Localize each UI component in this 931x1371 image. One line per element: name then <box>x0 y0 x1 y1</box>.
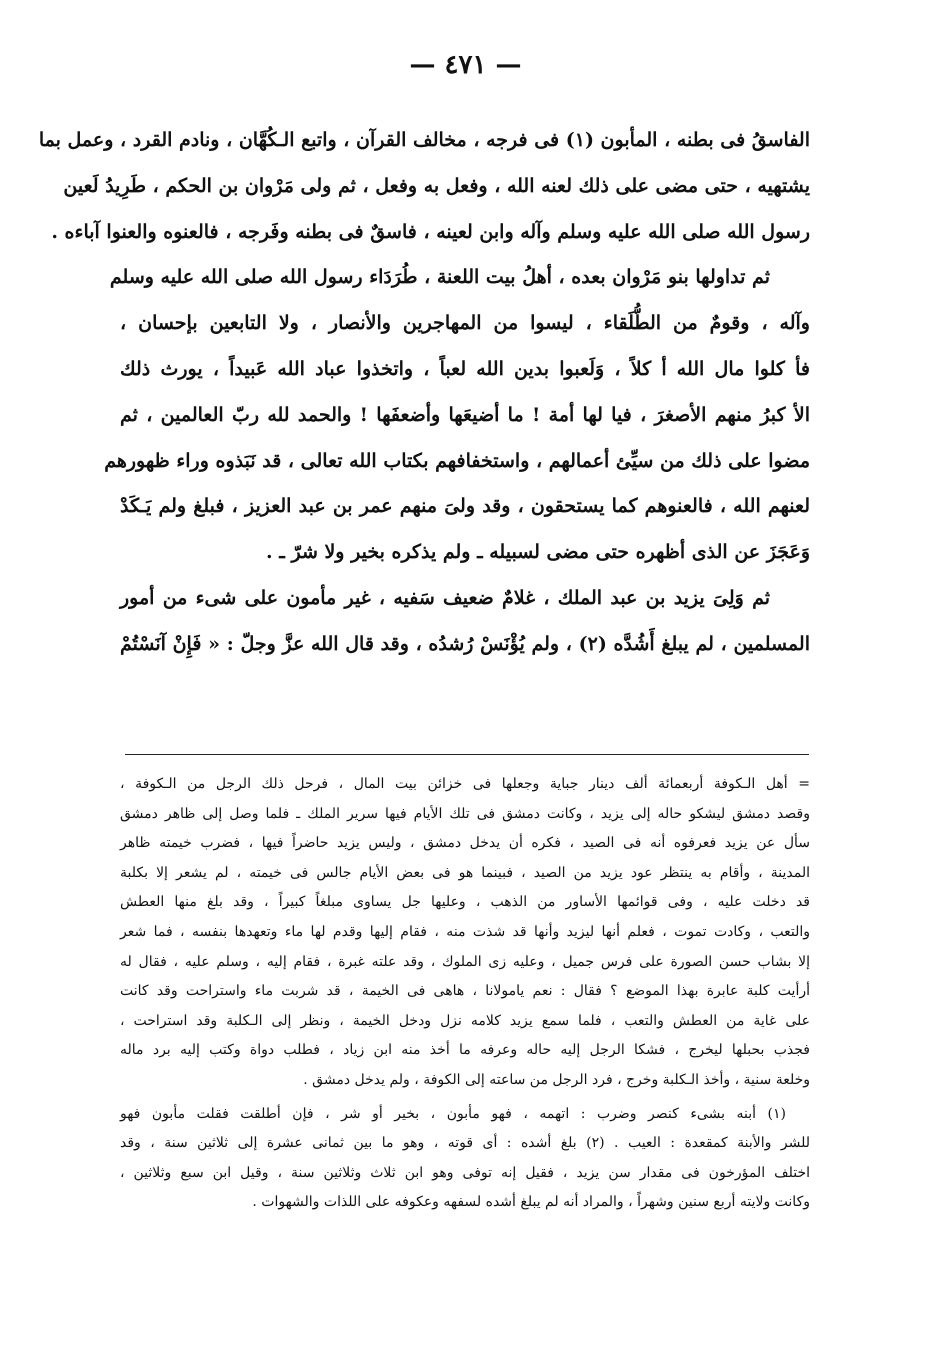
footnote-line: وخلعة سنية ، وأخذ الـكلبة وخرج ، فرد الرجل من ساعته إلى الكوفة ، ولم يدخل دمشق . <box>303 1071 810 1088</box>
footnote-line: والتعب ، وكادت تموت ، فعلم أنها ليزيد وأنها قد شذت منه ، فقام إليها وقدم لها ماء وتعهدها بنفسه ، فما شعر <box>120 923 810 940</box>
text-line: لعنهم الله ، فالعنوهم كما يستحقون ، وقد ولىَ منهم عمر بن عبد العزيز ، فبلغ ولم يَـكَدْ <box>120 495 810 518</box>
text-line: الفاسقُ فى بطنه ، المأبون (١) فى فرجه ، مخالف القرآن ، واتبع الـكُهَّان ، ونادم القرد ، وعمل بما <box>38 129 810 151</box>
footnote-note-line: للشر والأبنة كمقعدة : العيب . (٢) بلغ أشده : أى قوته ، وهو ما بين ثمانى عشرة إلى ثلاثين سنة ، وقد <box>120 1135 810 1152</box>
main-text-body <box>38 118 810 668</box>
footnotes-section <box>120 770 810 1218</box>
footnote-line: سأل عن يزيد فعرفوه أنه فى الصيد ، فكره أن يدخل دمشق ، وليس يزيد حاضراً فيها ، فضرب خيمته ظاهر <box>120 835 810 852</box>
footnote-note-line: (١) أبنه بشىء كنصر وضرب : اتهمه ، فهو مأبون ، بخير أو شر ، فإن أطلقت فقلت مأبون فهو <box>120 1105 786 1122</box>
text-line: مضوا على ذلك من سيِّئ أعمالهم ، واستخفافهم بكتاب الله تعالى ، قد نَبَذوه وراء ظهورهم <box>104 449 810 472</box>
footnote-note-line: اختلف المؤرخون فى مقدار سن يزيد ، فقيل إنه توفى وهو ابن ثلاث وثلاثين سنة ، وقيل ابن سبع وثلاثين ، <box>120 1164 810 1181</box>
text-line: يشتهيه ، حتى مضى على ذلك لعنه الله ، وفعل به وفعل ، ثم ولى مَرْوان بن الحكم ، طَرِيدُ لَعين <box>63 174 810 197</box>
footnote-note-line: وكانت ولايته أربع سنين وشهراً ، والمراد أنه لم يبلغ أشده لسفهه وعكوفه على اللذات والشهوات . <box>252 1194 810 1211</box>
footnote-line: أرأيت كلبة عابرة بهذا الموضع ؟ فقال : نعم يامولانا ، هاهى فى الخيمة ، قد شربت ماء واستراحت وقد كانت <box>120 983 810 1000</box>
footnote-line: المدينة ، وأقام به ينتظر عود يزيد من الصيد ، فبينما هو فى بعض الأيام جالس فى خيمته ، لم يشعر إلا بكلبة <box>120 864 810 881</box>
footnote-line: على غاية من العطش والتعب ، فلما سمع يزيد كلامه نزل ودخل الخيمة ، ونظر إلى الـكلبة وقد استراحت ، <box>120 1012 810 1029</box>
text-line: فأ كلوا مال الله أ كلاً ، وَلَعبوا بدين الله لعباً ، واتخذوا عباد الله عَبيداً ، يورث ذلك <box>120 357 810 380</box>
text-line: وآله ، وقومٌ من الطُّلَقاء ، ليسوا من المهاجرين والأنصار ، ولا التابعين بإحسان ، <box>120 312 810 335</box>
text-line: الأ كبرُ منهم الأصغرَ ، فيا لها أمة ! ما أضيعَها وأضعفَها ! والحمد لله ربّ العالمين ، ثم <box>120 403 810 426</box>
paragraph-start-line: ثم تداولها بنو مَرْوان بعده ، أهلُ بيت اللعنة ، طُرَدَاء رسول الله صلى الله عليه وسلم <box>109 266 770 289</box>
footnote-line: = أهل الـكوفة أربعمائة ألف دينار جباية وجعلها فى خزائن بيت المال ، فرحل ذلك الرجل من الـكوفة ، <box>120 776 810 792</box>
footnote-line: فجذب بحبلها ليخرج ، فشكا الرجل إليه حاله وعرفه ما أخذ منه ابن زياد ، فطلب دواة وكتب إليه برد ماله <box>120 1042 810 1059</box>
footnote-line: قد دخلت عليه ، وفى قوائمها الأساور من الذهب ، وعليها جل يساوى مبلغاً كبيراً ، وقد بلغ منها العطش <box>120 894 810 911</box>
footnote-line: وقصد دمشق ليشكو حاله إلى يزيد ، وكانت دمشق فى تلك الأيام فيها سرير الملك ـ فلما وصل إلى ظاهر دمشق <box>120 805 810 822</box>
footnote-divider <box>125 754 809 755</box>
page-number: — ٤٧١ — <box>409 50 522 80</box>
paragraph-start-line: ثم وَلِىَ يزيد بن عبد الملك ، غلامٌ ضعيف سَفيه ، غير مأمون على شىء من أمور <box>120 586 770 609</box>
text-line: رسول الله صلى الله عليه وسلم وآله وابن لعينه ، فاسقٌ فى بطنه وفَرجه ، فالعنوه والعنوا آباءه . <box>51 220 810 243</box>
text-line: وَعَجَزَ عن الذى أظهره حتى مضى لسبيله ـ ولم يذكره بخير ولا شرّ ـ . <box>266 541 810 564</box>
footnote-line: إلا بشاب حسن الصورة على فرس جميل ، وعليه زى الملوك ، وقد علته غبرة ، فقام إليه ، وسلم عليه ، فقال له <box>120 953 810 970</box>
text-line: المسلمين ، لم يبلغ أَشُدَّه (٢) ، ولم يُؤْنَسْ رُشدُه ، وقد قال الله عزَّ وجلّ : « فَإِنْ آنَسْتُمْ <box>120 632 810 655</box>
